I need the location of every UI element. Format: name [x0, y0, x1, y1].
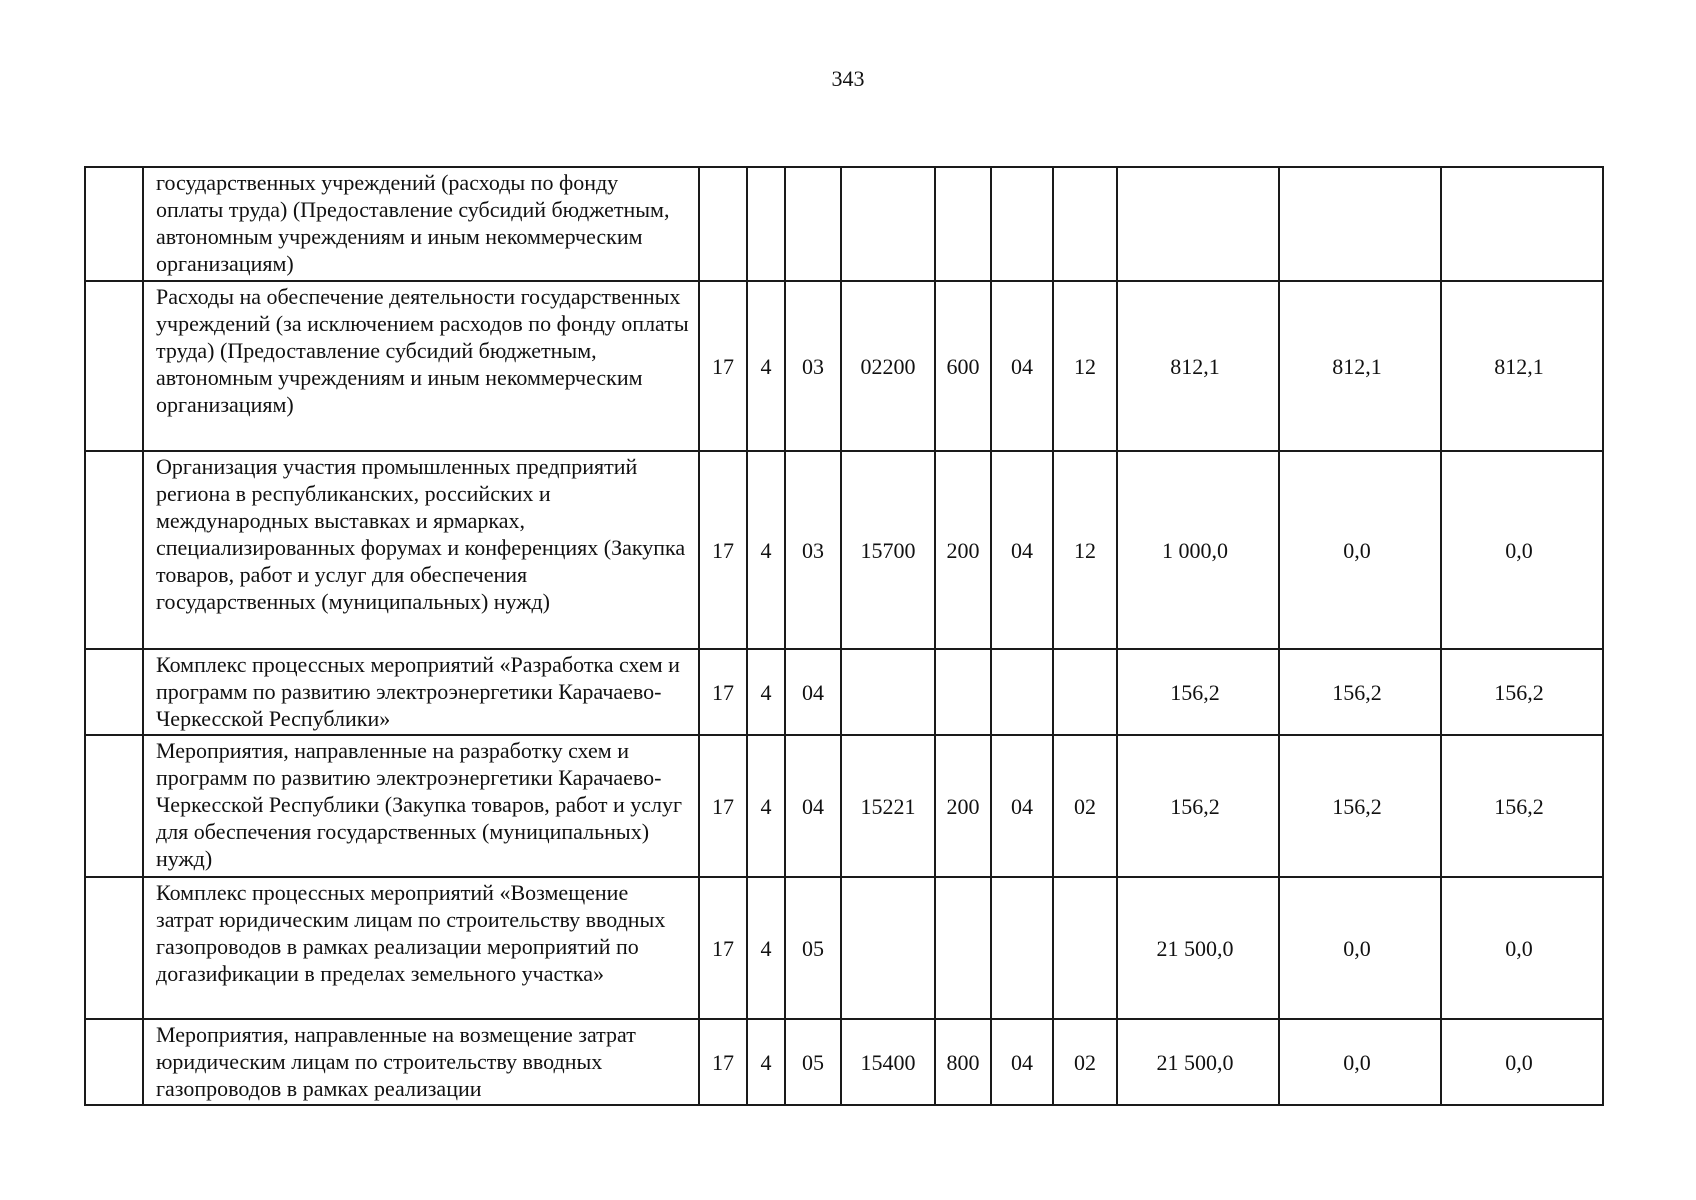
row-number-cell	[85, 1019, 143, 1105]
code-cell: 04	[991, 1019, 1053, 1105]
code-cell: 17	[699, 877, 747, 1019]
amount-cell: 812,1	[1441, 281, 1603, 451]
table-row	[85, 877, 1603, 1019]
code-cell: 200	[935, 451, 991, 649]
code-cell	[1053, 877, 1117, 1019]
amount-cell: 156,2	[1441, 649, 1603, 735]
expense-name-cell: Комплекс процессных мероприятий «Разработка схем и программ по развитию электроэнергетики Карачаево-Черкесской Республики»	[143, 649, 699, 735]
amount-cell	[1441, 167, 1603, 281]
amount-cell: 156,2	[1117, 649, 1279, 735]
table-row	[85, 451, 1603, 649]
code-cell: 02200	[841, 281, 935, 451]
code-cell: 04	[991, 281, 1053, 451]
code-cell: 4	[747, 649, 785, 735]
amount-cell: 0,0	[1441, 877, 1603, 1019]
code-cell: 04	[991, 735, 1053, 877]
amount-cell: 0,0	[1279, 1019, 1441, 1105]
amount-cell: 21 500,0	[1117, 877, 1279, 1019]
code-cell: 15400	[841, 1019, 935, 1105]
row-number-cell	[85, 281, 143, 451]
expense-name-cell: Организация участия промышленных предприятий региона в республиканских, российских и международных выставках и ярмарках, специализированных форумах и конференциях (Закупка товаров, работ и услуг для обеспечения государственных (муниципальных) нужд)	[143, 451, 699, 649]
code-cell: 600	[935, 281, 991, 451]
row-number-cell	[85, 735, 143, 877]
code-cell	[935, 877, 991, 1019]
amount-cell	[1117, 167, 1279, 281]
code-cell: 4	[747, 1019, 785, 1105]
code-cell: 03	[785, 451, 841, 649]
code-cell: 200	[935, 735, 991, 877]
amount-cell: 812,1	[1279, 281, 1441, 451]
row-number-cell	[85, 877, 143, 1019]
table-row	[85, 735, 1603, 877]
amount-cell: 156,2	[1279, 735, 1441, 877]
code-cell	[841, 877, 935, 1019]
expense-name-cell: Расходы на обеспечение деятельности государственных учреждений (за исключением расходов по фонду оплаты труда) (Предоставление субсидий бюджетным, автономным учреждениям и иным некоммерческим организациям)	[143, 281, 699, 451]
amount-cell: 156,2	[1117, 735, 1279, 877]
code-cell	[841, 649, 935, 735]
budget-table	[84, 166, 1604, 1106]
amount-cell: 156,2	[1441, 735, 1603, 877]
amount-cell: 1 000,0	[1117, 451, 1279, 649]
expense-name-cell: государственных учреждений (расходы по фонду оплаты труда) (Предоставление субсидий бюджетным, автономным учреждениям и иным некоммерческим организациям)	[143, 167, 699, 281]
code-cell: 4	[747, 735, 785, 877]
row-number-cell	[85, 451, 143, 649]
code-cell	[699, 167, 747, 281]
code-cell: 04	[785, 649, 841, 735]
amount-cell: 21 500,0	[1117, 1019, 1279, 1105]
expense-name-cell: Комплекс процессных мероприятий «Возмещение затрат юридическим лицам по строительству вводных газопроводов в рамках реализации мероприятий по догазификации в пределах земельного участка»	[143, 877, 699, 1019]
amount-cell: 0,0	[1441, 451, 1603, 649]
amount-cell	[1279, 167, 1441, 281]
code-cell: 04	[785, 735, 841, 877]
code-cell: 17	[699, 735, 747, 877]
code-cell: 02	[1053, 735, 1117, 877]
code-cell	[785, 167, 841, 281]
row-number-cell	[85, 167, 143, 281]
code-cell	[991, 167, 1053, 281]
code-cell: 17	[699, 1019, 747, 1105]
code-cell: 4	[747, 281, 785, 451]
code-cell: 03	[785, 281, 841, 451]
code-cell	[1053, 167, 1117, 281]
amount-cell: 812,1	[1117, 281, 1279, 451]
table-row	[85, 1019, 1603, 1105]
code-cell: 17	[699, 649, 747, 735]
code-cell	[747, 167, 785, 281]
amount-cell: 0,0	[1279, 451, 1441, 649]
amount-cell: 0,0	[1441, 1019, 1603, 1105]
code-cell	[991, 877, 1053, 1019]
code-cell: 12	[1053, 281, 1117, 451]
table-row	[85, 649, 1603, 735]
expense-name-cell: Мероприятия, направленные на возмещение затрат юридическим лицам по строительству вводных газопроводов в рамках реализации	[143, 1019, 699, 1105]
code-cell: 800	[935, 1019, 991, 1105]
code-cell	[991, 649, 1053, 735]
code-cell: 05	[785, 1019, 841, 1105]
code-cell: 02	[1053, 1019, 1117, 1105]
code-cell: 12	[1053, 451, 1117, 649]
page-number: 343	[831, 66, 865, 91]
row-number-cell	[85, 649, 143, 735]
code-cell: 04	[991, 451, 1053, 649]
expense-name-cell: Мероприятия, направленные на разработку схем и программ по развитию электроэнергетики Карачаево-Черкесской Республики (Закупка товаров, работ и услуг для обеспечения государственных (муниципальных) нужд)	[143, 735, 699, 877]
code-cell	[935, 167, 991, 281]
code-cell: 4	[747, 877, 785, 1019]
table-row	[85, 281, 1603, 451]
amount-cell: 156,2	[1279, 649, 1441, 735]
code-cell: 4	[747, 451, 785, 649]
code-cell: 05	[785, 877, 841, 1019]
code-cell: 15700	[841, 451, 935, 649]
code-cell	[1053, 649, 1117, 735]
code-cell: 15221	[841, 735, 935, 877]
code-cell	[841, 167, 935, 281]
code-cell: 17	[699, 451, 747, 649]
code-cell: 17	[699, 281, 747, 451]
code-cell	[935, 649, 991, 735]
amount-cell: 0,0	[1279, 877, 1441, 1019]
table-row	[85, 167, 1603, 281]
